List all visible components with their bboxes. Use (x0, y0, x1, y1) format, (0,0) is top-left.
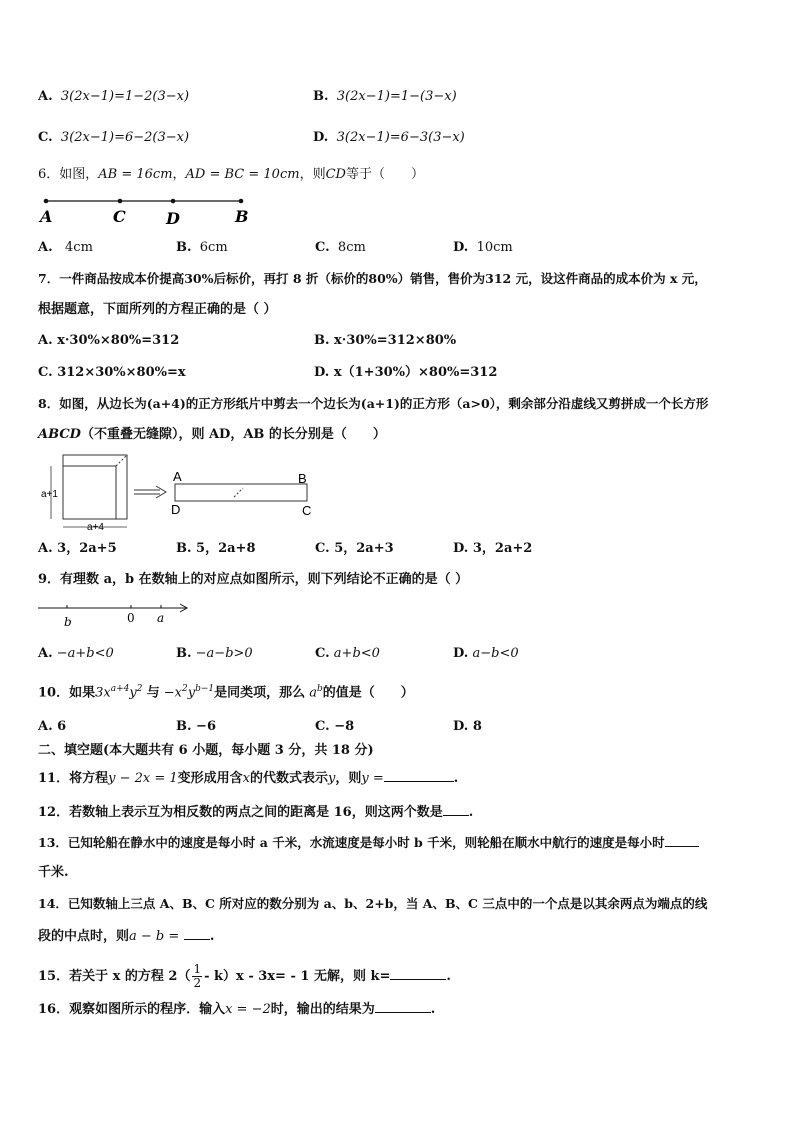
point-d (171, 199, 176, 204)
q6-option-b: B. 6cm (176, 240, 228, 255)
q6-stem: 6．如图，AB = 16cm，AD = BC = 10cm，则CD等于（ ） (38, 167, 424, 182)
q8-option-a: A. 3，2a+5 (38, 541, 117, 556)
label-zero: 0 (127, 611, 135, 625)
label-c: C (113, 207, 126, 226)
q9-number-line (36, 598, 196, 630)
rect-label-b: B (298, 471, 307, 486)
q12: 12．若数轴上表示互为相反数的两点之间的距离是 16，则这两个数是 . (38, 805, 474, 820)
q5-option-a: A. 3(2x−1)=1−2(3−x) (38, 89, 190, 104)
q5-option-d: D. 3(2x−1)=6−3(3−x) (313, 130, 465, 145)
fraction: $\frac{1}{2}$ (193, 962, 202, 990)
q12-answer-blank[interactable] (443, 803, 469, 816)
q8-figure (38, 452, 328, 532)
q7-stem-line1: 7．一件商品按成本价提高30%后标价，再打 8 折（标价的80%）销售，售价为312 元，设这件商品的成本价为 x 元， (38, 271, 707, 286)
q11: 11．将方程y − 2x = 1变形成用含x的代数式表示y，则y = . (38, 771, 459, 786)
q13-line2: 千米. (38, 865, 69, 880)
label-b: B (235, 207, 249, 226)
rect-label-c: C (302, 503, 312, 518)
q9-stem: 9．有理数 a，b 在数轴上的对应点如图所示，则下列结论不正确的是（ ） (38, 572, 469, 587)
point-b (239, 199, 244, 204)
q14-line1: 14．已知数轴上三点 A、B、C 所对应的数分别为 a、b、2+b，当 A、B、C 三点中的一个点是以其余两点为端点的线 (38, 896, 708, 911)
q7-option-d: D. x（1+30%）×80%=312 (314, 365, 498, 380)
q8-stem-line2: ABCD（不重叠无缝隙），则 AD，AB 的长分别是（ ） (38, 427, 386, 442)
q9-option-c: C. a+b<0 (315, 646, 380, 661)
q5-option-b: B. 3(2x−1)=1−(3−x) (313, 89, 457, 104)
rect-cut-line (234, 488, 243, 497)
q6-option-a: A. 4cm (38, 240, 93, 255)
q13-answer-blank[interactable] (665, 834, 699, 847)
rect-label-d: D (171, 502, 181, 517)
q10-option-d: D. 8 (453, 719, 482, 734)
q15-answer-blank[interactable] (390, 967, 446, 980)
q15: 15．若关于 x 的方程 2（ $\frac{1}{2}$ - k）x - 3x= - 1 无解，则 k= . (38, 962, 451, 990)
q7-stem-line2: 根据题意，下面所列的方程正确的是（ ） (38, 302, 277, 317)
q10-option-c: C. −8 (315, 719, 355, 734)
q11-answer-blank[interactable] (384, 769, 454, 782)
label-d: D (166, 209, 180, 228)
q6-segment-figure (36, 194, 276, 228)
q13-line1: 13．已知轮船在静水中的速度是每小时 a 千米，水流速度是每小时 b 千米，则轮船在顺水中航行的速度是每小时 (38, 834, 699, 851)
q9-option-b: B. −a−b>0 (176, 646, 253, 661)
q10-stem: 10．如果$3x^{a+4}y^2$ 与 $-x^2y^{b-1}$是同类项，那么 $a^b$的值是（ ） (38, 684, 414, 701)
q14-line2: 段的中点时，则a − b = . (38, 929, 215, 944)
q16: 16．观察如图所示的程序．输入x = −2时，输出的结果为 . (38, 1002, 436, 1017)
q14-answer-blank[interactable] (184, 927, 210, 940)
q9-option-d: D. a−b<0 (453, 646, 519, 661)
arrow-icon (134, 486, 166, 498)
q8-option-c: C. 5，2a+3 (315, 541, 394, 556)
q7-option-a: A. x·30%×80%=312 (38, 333, 180, 348)
q16-answer-blank[interactable] (375, 1000, 431, 1013)
label-a: a (157, 611, 165, 625)
cut-line (116, 455, 127, 466)
point-a (44, 199, 49, 204)
q7-option-b: B. x·30%=312×80% (314, 333, 457, 348)
q7-option-c: C. 312×30%×80%=x (38, 365, 186, 380)
label-a: A (40, 207, 53, 226)
q6-option-d: D. 10cm (453, 240, 513, 255)
q9-option-a: A. −a+b<0 (38, 646, 114, 661)
section-heading: 二、填空题(本大题共有 6 小题，每小题 3 分，共 18 分) (38, 743, 374, 758)
q8-option-d: D. 3，2a+2 (453, 541, 533, 556)
inner-square (63, 466, 116, 519)
point-c (118, 199, 123, 204)
result-rectangle (175, 484, 307, 501)
q10-option-a: A. 6 (38, 719, 67, 734)
label-b: b (64, 615, 72, 629)
q8-stem-line1: 8．如图，从边长为(a+4)的正方形纸片中剪去一个边长为(a+1)的正方形（a>0），剩余部分沿虚线又剪拼成一个长方形 (38, 396, 709, 411)
q5-option-c: C. 3(2x−1)=6−2(3−x) (38, 130, 190, 145)
q8-option-b: B. 5，2a+8 (176, 541, 256, 556)
label-bottom: a+4 (87, 522, 104, 533)
rect-label-a: A (173, 469, 182, 484)
label-side: a+1 (41, 489, 58, 500)
q6-option-c: C. 8cm (315, 240, 366, 255)
q10-option-b: B. −6 (176, 719, 216, 734)
